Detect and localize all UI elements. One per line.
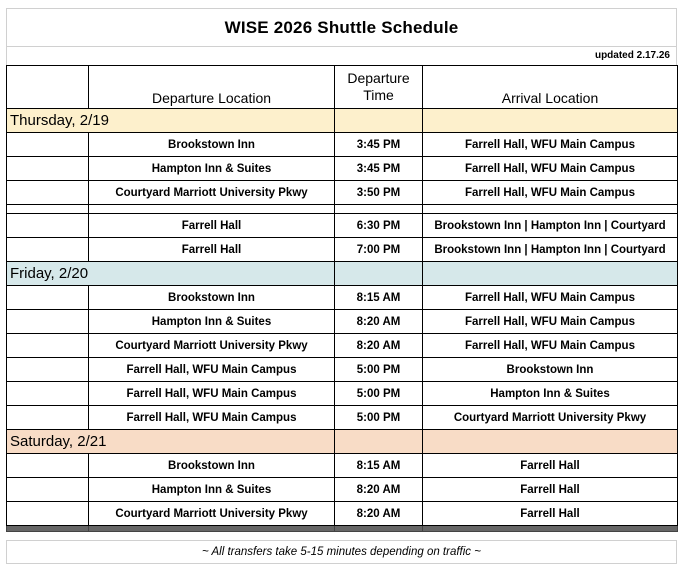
day-header-blank [423, 109, 678, 133]
departure-time-cell: 3:45 PM [335, 133, 423, 157]
day-header-blank [335, 109, 423, 133]
arrival-location-cell: Farrell Hall [423, 454, 678, 478]
row-blank-cell [7, 502, 89, 526]
header-departure-time-line2: Time [363, 87, 394, 103]
arrival-location-cell: Farrell Hall [423, 478, 678, 502]
schedule-title: WISE 2026 Shuttle Schedule [6, 8, 677, 47]
row-blank-cell [7, 181, 89, 205]
day-header-row [7, 109, 678, 133]
departure-location-cell: Hampton Inn & Suites [89, 157, 335, 181]
row-blank-cell [7, 382, 89, 406]
departure-time-cell: 8:20 AM [335, 334, 423, 358]
table-bottom-bar [7, 526, 678, 532]
header-arrival-location: Arrival Location [423, 66, 678, 109]
row-blank-cell [7, 406, 89, 430]
departure-time-cell: 8:15 AM [335, 454, 423, 478]
departure-location-cell: Courtyard Marriott University Pkwy [89, 502, 335, 526]
departure-location-cell: Hampton Inn & Suites [89, 310, 335, 334]
departure-time-cell: 3:45 PM [335, 157, 423, 181]
arrival-location-cell: Farrell Hall, WFU Main Campus [423, 334, 678, 358]
departure-location-cell: Farrell Hall, WFU Main Campus [89, 358, 335, 382]
departure-location-cell: Farrell Hall [89, 238, 335, 262]
row-blank-cell [7, 334, 89, 358]
arrival-location-cell: Farrell Hall [423, 502, 678, 526]
departure-time-cell: 5:00 PM [335, 382, 423, 406]
departure-time-cell: 3:50 PM [335, 181, 423, 205]
arrival-location-cell: Farrell Hall, WFU Main Campus [423, 310, 678, 334]
day-header-blank [335, 430, 423, 454]
row-blank-cell [7, 157, 89, 181]
separator-cell [7, 205, 89, 214]
departure-location-cell: Brookstown Inn [89, 286, 335, 310]
row-blank-cell [7, 454, 89, 478]
arrival-location-cell: Brookstown Inn [423, 358, 678, 382]
header-departure-time-line1: Departure [347, 70, 410, 86]
header-departure-time [335, 66, 423, 109]
table-row [7, 382, 678, 406]
departure-location-cell: Farrell Hall, WFU Main Campus [89, 382, 335, 406]
departure-location-cell: Courtyard Marriott University Pkwy [89, 181, 335, 205]
footer-note: ~ All transfers take 5-15 minutes depending on traffic ~ [6, 540, 677, 564]
updated-date-row [6, 46, 677, 65]
arrival-location-cell: Brookstown Inn | Hampton Inn | Courtyard [423, 238, 678, 262]
arrival-location-cell: Brookstown Inn | Hampton Inn | Courtyard [423, 214, 678, 238]
departure-time-cell: 8:20 AM [335, 478, 423, 502]
row-blank-cell [7, 214, 89, 238]
departure-time-cell: 8:20 AM [335, 502, 423, 526]
arrival-location-cell: Hampton Inn & Suites [423, 382, 678, 406]
arrival-location-cell: Courtyard Marriott University Pkwy [423, 406, 678, 430]
arrival-location-cell: Farrell Hall, WFU Main Campus [423, 181, 678, 205]
table-row [7, 181, 678, 205]
day-label: Friday, 2/20 [7, 262, 335, 286]
departure-location-cell: Farrell Hall [89, 214, 335, 238]
shuttle-schedule-table [6, 65, 678, 532]
header-row [7, 66, 678, 109]
departure-location-cell: Brookstown Inn [89, 133, 335, 157]
bottom-bar-cell [335, 526, 423, 532]
table-row [7, 310, 678, 334]
arrival-location-cell: Farrell Hall, WFU Main Campus [423, 133, 678, 157]
departure-time-cell: 5:00 PM [335, 406, 423, 430]
day-header-blank [423, 430, 678, 454]
table-row [7, 406, 678, 430]
table-row [7, 286, 678, 310]
departure-time-cell: 7:00 PM [335, 238, 423, 262]
bottom-bar-cell [423, 526, 678, 532]
bottom-bar-cell [89, 526, 335, 532]
schedule-sheet [6, 8, 677, 564]
arrival-location-cell: Farrell Hall, WFU Main Campus [423, 286, 678, 310]
departure-location-cell: Farrell Hall, WFU Main Campus [89, 406, 335, 430]
arrival-location-cell: Farrell Hall, WFU Main Campus [423, 157, 678, 181]
row-blank-cell [7, 133, 89, 157]
day-header-blank [423, 262, 678, 286]
table-row [7, 478, 678, 502]
table-row [7, 133, 678, 157]
table-row [7, 334, 678, 358]
table-row [7, 454, 678, 478]
separator-cell [423, 205, 678, 214]
table-row [7, 502, 678, 526]
row-blank-cell [7, 286, 89, 310]
day-label: Thursday, 2/19 [7, 109, 335, 133]
departure-time-cell: 8:20 AM [335, 310, 423, 334]
row-blank-cell [7, 238, 89, 262]
departure-time-cell: 5:00 PM [335, 358, 423, 382]
schedule-body [7, 109, 678, 532]
day-header-row [7, 262, 678, 286]
row-blank-cell [7, 358, 89, 382]
day-label: Saturday, 2/21 [7, 430, 335, 454]
header-departure-location: Departure Location [89, 66, 335, 109]
separator-row [7, 205, 678, 214]
row-blank-cell [7, 310, 89, 334]
departure-location-cell: Brookstown Inn [89, 454, 335, 478]
departure-location-cell: Hampton Inn & Suites [89, 478, 335, 502]
separator-cell [335, 205, 423, 214]
day-header-row [7, 430, 678, 454]
bottom-bar-cell [7, 526, 89, 532]
departure-time-cell: 6:30 PM [335, 214, 423, 238]
table-row [7, 358, 678, 382]
updated-date: updated 2.17.26 [594, 50, 670, 61]
separator-cell [89, 205, 335, 214]
table-row [7, 157, 678, 181]
header-blank-cell [7, 66, 89, 109]
table-row [7, 214, 678, 238]
table-row [7, 238, 678, 262]
departure-time-cell: 8:15 AM [335, 286, 423, 310]
departure-location-cell: Courtyard Marriott University Pkwy [89, 334, 335, 358]
row-blank-cell [7, 478, 89, 502]
day-header-blank [335, 262, 423, 286]
